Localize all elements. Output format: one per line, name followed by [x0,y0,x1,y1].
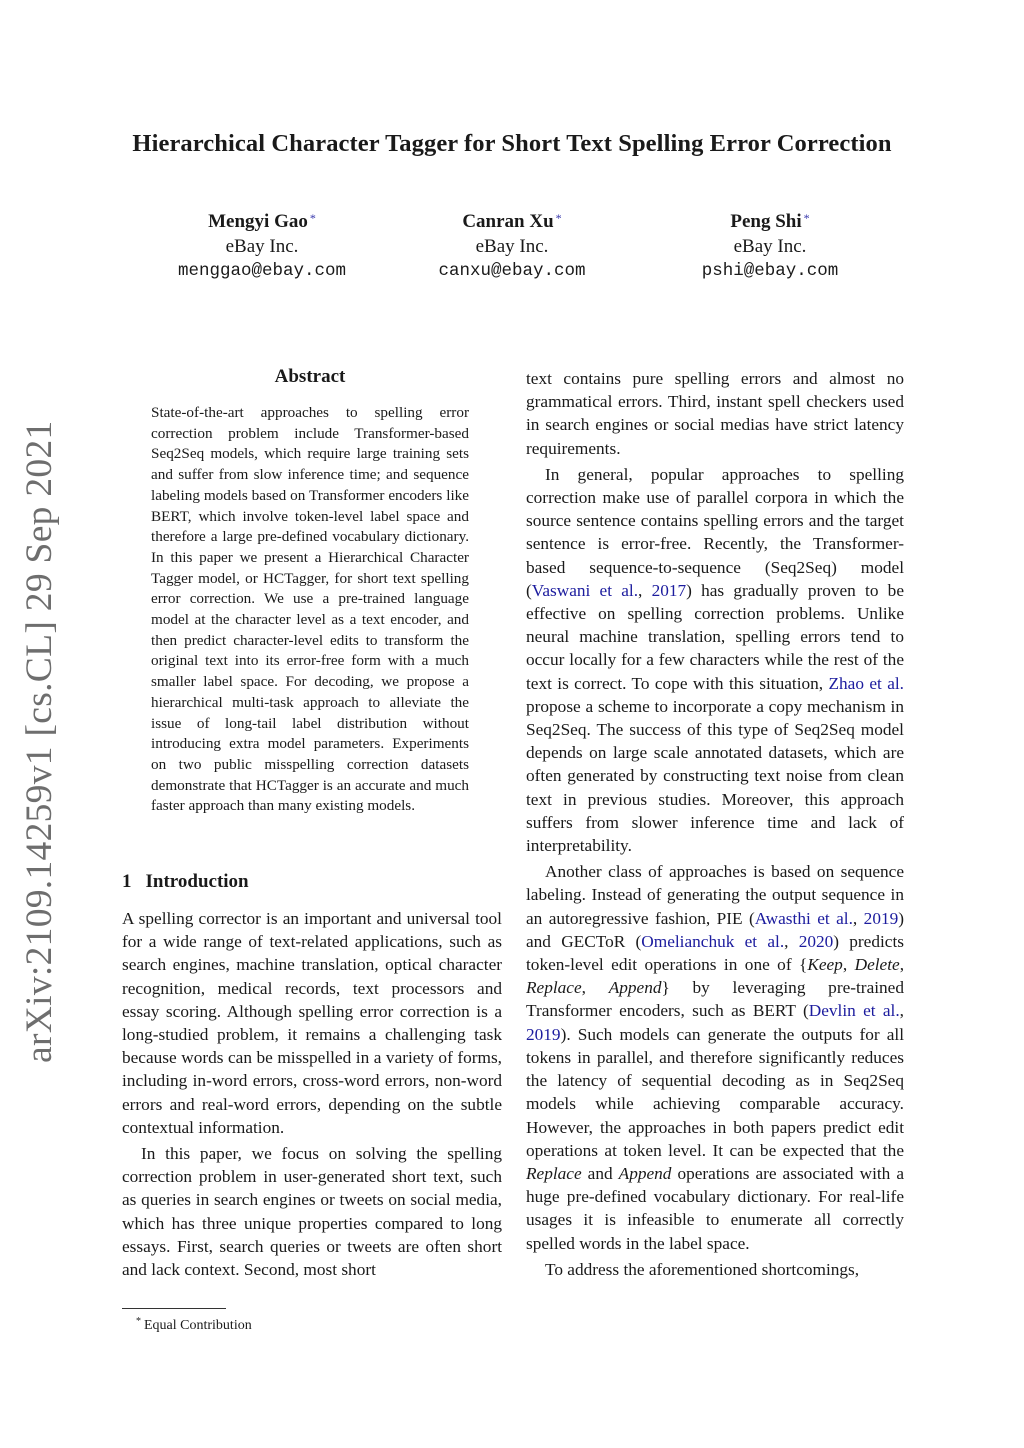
author-block [372,206,652,284]
text-run: , [852,908,864,928]
right-column-body [526,367,904,1281]
paragraph: To address the aforementioned shortcomings, [545,1259,860,1279]
operation-name: Replace [526,1163,582,1183]
author-email: canxu@ebay.com [438,261,586,281]
author-affiliation: eBay Inc. [475,236,549,257]
footnote-marker: * [136,1316,141,1327]
citation-link[interactable]: Devlin et al. [808,1001,900,1021]
operation-name: Append [608,978,662,998]
text-run: Another class of approaches is based on sequence labeling. Instead of generating the output sequence in an autoregressive fashion, PIE ( [526,862,904,928]
author-affiliation: eBay Inc. [733,236,807,257]
paragraph [526,463,904,857]
author-email: menggao@ebay.com [177,261,347,281]
operation-name: Keep [807,955,843,975]
operation-name: Delete [854,955,900,975]
author-marker: * [309,211,316,225]
paragraph: In this paper, we focus on solving the spelling correction problem in user-generated short text, such as queries in search engines or tweets on social media, which has three unique properties compared to long essays. First, search queries or tweets are often short and lack context. Second, most short [122,1144,502,1280]
arxiv-identifier-stamp: arXiv:2109.14259v1 [cs.CL] 29 Sep 2021 [19,420,60,1063]
paragraph: text contains pure spelling errors and almost no grammatical errors. Third, instant spell checkers used in search engines or social medias have strict latency requirements. [526,369,904,458]
footnote-divider [122,1308,226,1309]
operation-name: Replace [526,978,582,998]
abstract-text: State-of-the-art approaches to spelling error correction problem include Transformer-based Seq2Seq models, which require large training sets and suffer from slow inference time; and sequence labeling models based on Transformer encoders like BERT, which involve token-level label space and therefore a large pre-defined vocabulary dictionary. In this paper we present a Hierarchical Character Tagger model, or HCTagger, for short text spelling error correction. We use a pre-trained language model at the character level as a text encoder, and then predict character-level edits to transform the original text into its error-free form with a much smaller label space. For decoding, we propose a hierarchical multi-task approach to alleviate the issue of long-tail label distribution without introducing extra model parameters. Experiments on two public misspelling correction datasets demonstrate that HCTagger is an accurate and much faster approach than many existing models. [151,404,469,815]
text-run: } by leveraging pre-trained Transformer encoders, such as BERT ( [526,978,904,1021]
text-run: ) predicts token-level edit operations in one of { [526,931,904,975]
text-run: , [581,978,609,998]
author-name: Canran Xu [462,211,554,232]
text-run: , [899,1001,904,1021]
text-run: , [842,955,855,975]
footnote-text: Equal Contribution [144,1318,252,1333]
citation-link[interactable]: Awasthi et al. [754,908,853,928]
citation-link[interactable]: Zhao et al. [828,673,904,693]
citation-link[interactable]: Vaswani et al. [531,580,639,600]
text-run: ) and GECToR ( [526,908,904,951]
author-block [122,206,402,284]
paragraph: A spelling corrector is an important and universal tool for a wide range of text-related applications, such as search engines, machine translation, optical character recognition, medical records, text processors and essay scoring. Although spelling error correction is a long-studied problem, it remains a challenging task because words can be misspelled in a variety of forms, including in-word errors, cross-word errors, non-word errors and real-word errors, depending on the subtle contextual information. [122,909,502,1137]
text-run: In general, popular approaches to spelling correction make use of parallel corpora in which the source sentence contains spelling errors and the target sentence is error-free. Recently, the Transformer-based sequence-to-sequence (Seq2Seq) model ( [526,464,904,600]
author-email: pshi@ebay.com [701,261,839,281]
text-run: , [638,580,652,600]
author-marker: * [555,211,562,225]
author-name: Peng Shi [730,211,802,232]
operation-name: Append [618,1163,672,1183]
citation-link[interactable]: 2017 [651,580,687,600]
abstract-heading: Abstract [274,366,346,387]
left-column-body [122,907,502,1281]
footnote [136,1313,252,1335]
author-name: Mengyi Gao [208,211,308,232]
citation-link[interactable]: 2019 [863,908,899,928]
author-affiliation: eBay Inc. [225,236,299,257]
section-title: Introduction [145,871,249,892]
text-run: and [581,1163,619,1183]
section-number: 1 [122,871,132,892]
text-run: ) has gradually proven to be effective on spelling correction problems. Unlike neural machine translation, spelling errors tend to occur locally for a few characters while the rest of the text is correct. To cope with this situation, [526,580,904,693]
citation-link[interactable]: Omelianchuk et al. [641,931,785,951]
paper-title: Hierarchical Character Tagger for Short Text Spelling Error Correction [132,130,892,157]
author-marker: * [803,211,810,225]
text-run: ). Such models can generate the outputs for all tokens in parallel, and therefore significantly reduces the latency of sequential decoding as in Seq2Seq models while achieving comparable accuracy. However, the approaches in both papers predict edit operations at token level. It can be expected that the [526,1024,904,1160]
text-run: , [784,931,799,951]
text-run: operations are associated with a huge pre-defined vocabulary dictionary. For real-life usages it is infeasible to enumerate all correctly spelled words in the label space. [526,1163,904,1253]
citation-link[interactable]: 2019 [526,1024,561,1044]
text-run: propose a scheme to incorporate a copy mechanism in Seq2Seq. The success of this type of Seq2Seq model depends on large scale annotated datasets, which are often generated by constructing text noise from clean text in previous studies. Moreover, this approach suffers from slower inference time and lack of interpretability. [526,696,904,856]
section-heading-introduction [122,871,249,893]
citation-link[interactable]: 2020 [798,931,834,951]
paragraph [526,860,904,1254]
author-block [630,206,910,284]
text-run: , [899,955,905,975]
